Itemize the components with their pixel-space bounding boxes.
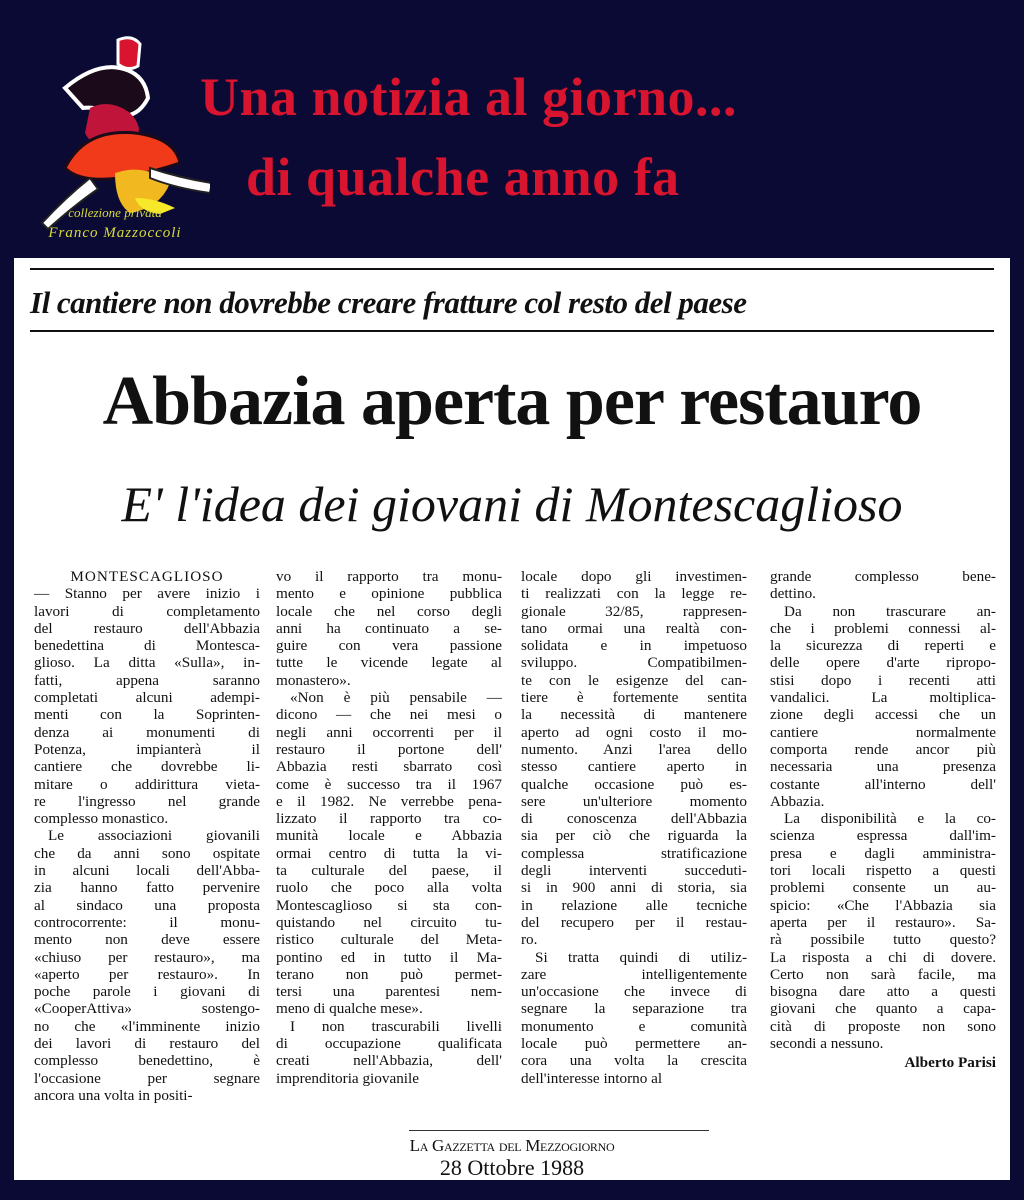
article-text-line: zia hanno fatto pervenire [34,879,260,897]
article-text-line: — Stanno per avere inizio i [34,585,260,603]
article-text-line: «Non è più pensabile — [290,689,502,707]
collection-line: collezione privata [68,205,162,220]
article-text-line: mento non deve essere [34,931,260,949]
article-text-line: scienza espressa dall'im- [770,827,996,845]
article-text-line: complesso monastico. [34,810,169,828]
top-rule [30,268,994,270]
article-text-line: solidata e in impetuoso [521,637,747,655]
article-text-line: cità di proposte non sono [770,1017,996,1035]
article-text-line: cora una volta la crescita [521,1052,747,1070]
article-text-line: locale dopo gli investimen- [521,568,747,585]
article-text-line: comporta rende ancor più [770,740,996,758]
article-text-line: dettino. [770,585,816,603]
article-text-line: del recupero per il restau- [521,913,747,931]
article-text-line: degli interventi succeduti- [521,862,747,880]
article-text-line: te con le esigenze del can- [521,671,747,689]
article-text-line: tersi una parentesi nem- [276,983,502,1001]
article-text-line: vandalici. La moltiplica- [770,689,996,707]
article-text-line: ti realizzati con la legge re- [521,585,747,603]
article-text-line: aperta per il restauro». Sa- [770,913,996,931]
article-text-line: di occupazione qualificata [276,1035,502,1053]
article-text-line: munità locale e Abbazia [276,827,502,845]
article-text-line: creati nell'Abbazia, dell' [276,1052,502,1070]
article-text-line: «aperto per restauro». In [34,965,260,983]
banner-title-line1: Una notizia al giorno... [200,67,738,127]
article-text-line: tano ormai una realtà con- [521,619,747,637]
article-text-line: che da anni sono ospitate [34,844,260,862]
article-text-line: qualche occasione può es- [521,775,747,793]
newspaper-name: La Gazzetta del Mezzogiorno [409,1136,615,1155]
newspaper-clipping [14,258,1010,1180]
article-text-line: tiere è fortemente sentita [521,689,747,707]
article-text-line: Abbazia. [770,792,825,810]
article-text-line: negli anni occorrenti per il [276,723,502,741]
article-text-line: di conoscenza dell'Abbazia [521,810,747,828]
article-column-1 [34,568,260,1104]
article-text-line: glioso. La ditta «Sulla», in- [34,654,260,672]
article-text-line: lizzato il rapporto tra co- [276,810,502,828]
article-text-line: monumento e comunità [521,1017,747,1035]
article-headline: Abbazia aperta per restauro [102,363,922,440]
article-text-line: ancora una volta in positi- [34,1086,193,1104]
article-text-line: benedettina di Montesca- [34,637,260,655]
banner-title-line2: di qualche anno fa [246,147,680,207]
article-text-line: lavori di completamento [34,602,260,620]
article-text-line: stesso cantiere aperto in [521,758,747,776]
article-text-line: dei lavori di restauro del [34,1035,260,1053]
article-text-line: mitare o addirittura vieta- [34,775,260,793]
article-text-line: dell'interesse intorno al [521,1069,663,1087]
article-text-line: dicono — che nei mesi o [276,706,502,724]
article-text-line: sia per ciò che riguarda la [521,827,747,845]
article-text-line: cantiere che dovrebbe li- [34,758,260,776]
article-text-line: in relazione alle tecniche [521,896,747,914]
article-text-line: del restauro dell'Abbazia [34,619,260,637]
article-kicker: Il cantiere non dovrebbe creare fratture col resto del paese [30,285,747,320]
article-text-line: locale che nel corso degli [276,602,502,620]
article-text-line: poche parole i giovani di [34,983,260,1001]
article-text-line: delle opere d'arte ripropo- [770,654,996,672]
article-text-line: zione degli accessi che un [770,706,996,724]
article-text-line: ruolo che poco alla volta [276,879,502,897]
article-text-line: denza ai monumenti di [34,723,260,741]
article-text-line: re l'ingresso nel grande [34,792,260,810]
article-text-line: tutte le vicende legate al [276,654,502,672]
article-text-line: complessa stratificazione [521,844,747,862]
article-text-line: mento e opinione pubblica [276,585,502,603]
article-text-line: complesso benedettino, è [34,1052,260,1070]
collection-caption [40,203,190,243]
article-text-line: meno di qualche mese». [276,1000,423,1018]
article-text-line: la sicurezza di reperti e [770,637,996,655]
collector-name: Franco Mazzoccoli [48,225,182,241]
article-text-line: Abbazia resti sbarrato così [276,758,502,776]
article-text-line: problemi consente un au- [770,879,996,897]
dateline: MONTESCAGLIOSO [70,568,224,585]
article-text-line: secondi a nessuno. [770,1035,884,1053]
article-column-4 [770,568,996,1072]
kicker-rule [30,330,994,332]
article-text-line: I non trascurabili livelli [290,1017,502,1035]
article-text-line: pontino ed in tutto il Ma- [276,948,502,966]
article-text-line: monastero». [276,671,351,689]
byline: Alberto Parisi [904,1054,996,1072]
article-text-line: gionale 32/85, rappresen- [521,602,747,620]
article-text-line: un'occasione che invece di [521,983,747,1001]
article-text-line: presa e dagli amministra- [770,844,996,862]
article-text-line: bisogna dare atto a questi [770,983,996,1001]
article-text-line: restauro il portone dell' [276,740,502,758]
article-text-line: Certo non sarà facile, ma [770,965,996,983]
article-text-line: e il 1982. Ne verrebbe pena- [276,792,502,810]
article-text-line: tori locali rispetto a questi [770,862,996,880]
article-text-line: sere un'ulteriore momento [521,792,747,810]
article-text-line: Montescaglioso si sta con- [276,896,502,914]
article-text-line: spicio: «Che l'Abbazia sia [770,896,996,914]
publication-date: 28 Ottobre 1988 [439,1155,585,1180]
article-text-line: «chiuso per restauro», ma [34,948,260,966]
article-text-line: no che «l'imminente inizio [34,1017,260,1035]
article-text-line: al sindaco una proposta [34,896,260,914]
article-text-line: locale può permettere an- [521,1035,747,1053]
ornamental-rule [409,1130,709,1131]
article-text-line: grande complesso bene- [770,568,996,585]
article-text-line: sviluppo. Compatibilmen- [521,654,747,672]
article-text-line: stisi dopo i recenti atti [770,671,996,689]
article-text-line: rà possibile tutto questo? [770,931,996,949]
article-text-line: quistando nel circuito tu- [276,913,502,931]
article-text-line: vo il rapporto tra monu- [276,568,502,585]
article-text-line: l'occasione per segnare [34,1069,260,1087]
article-text-line: si in 900 anni di storia, sia [521,879,747,897]
article-text-line: Le associazioni giovanili [48,827,260,845]
article-text-line: aperto ad ogni costo il mo- [521,723,747,741]
article-text-line: costante all'interno dell' [770,775,996,793]
article-text-line: necessaria una presenza [770,758,996,776]
article-column-3 [521,568,747,1087]
article-text-line: Si tratta quindi di utiliz- [535,948,747,966]
article-text-line: guire con vera passione [276,637,502,655]
article-text-line: ormai centro di tutta la vi- [276,844,502,862]
article-text-line: cantiere normalmente [770,723,996,741]
article-text-line: in alcuni locali dell'Abba- [34,862,260,880]
article-text-line: Potenza, impianterà il [34,740,260,758]
article-text-line: La risposta a chi di dovere. [770,948,996,966]
article-text-line: completati alcuni adempi- [34,689,260,707]
article-text-line: giovani che quanto a capa- [770,1000,996,1018]
article-text-line: ristico culturale del Meta- [276,931,502,949]
article-text-line: che i problemi connessi al- [770,619,996,637]
article-text-line: la necessità di mantenere [521,706,747,724]
article-text-line: numento. Anzi l'area dello [521,740,747,758]
article-subhead: E' l'idea dei giovani di Montescaglioso [121,476,903,532]
article-text-line: segnare la separazione tra [521,1000,747,1018]
article-text-line: anni ha continuato a se- [276,619,502,637]
article-column-2 [276,568,502,1087]
article-text-line: menti con la Soprinten- [34,706,260,724]
article-text-line: ro. [521,931,538,949]
article-text-line: imprenditoria giovanile [276,1069,419,1087]
article-text-line: fatti, appena saranno [34,671,260,689]
article-text-line: zare intelligentemente [521,965,747,983]
article-text-line: controcorrente: il monu- [34,913,260,931]
article-text-line: come è successo tra il 1967 [276,775,502,793]
article-text-line: La disponibilità e la co- [784,810,996,828]
article-text-line: ta culturale del paese, il [276,862,502,880]
article-text-line: «CooperAttiva» sostengo- [34,1000,260,1018]
article-text-line: Da non trascurare an- [784,602,996,620]
article-text-line: terano non può permet- [276,965,502,983]
